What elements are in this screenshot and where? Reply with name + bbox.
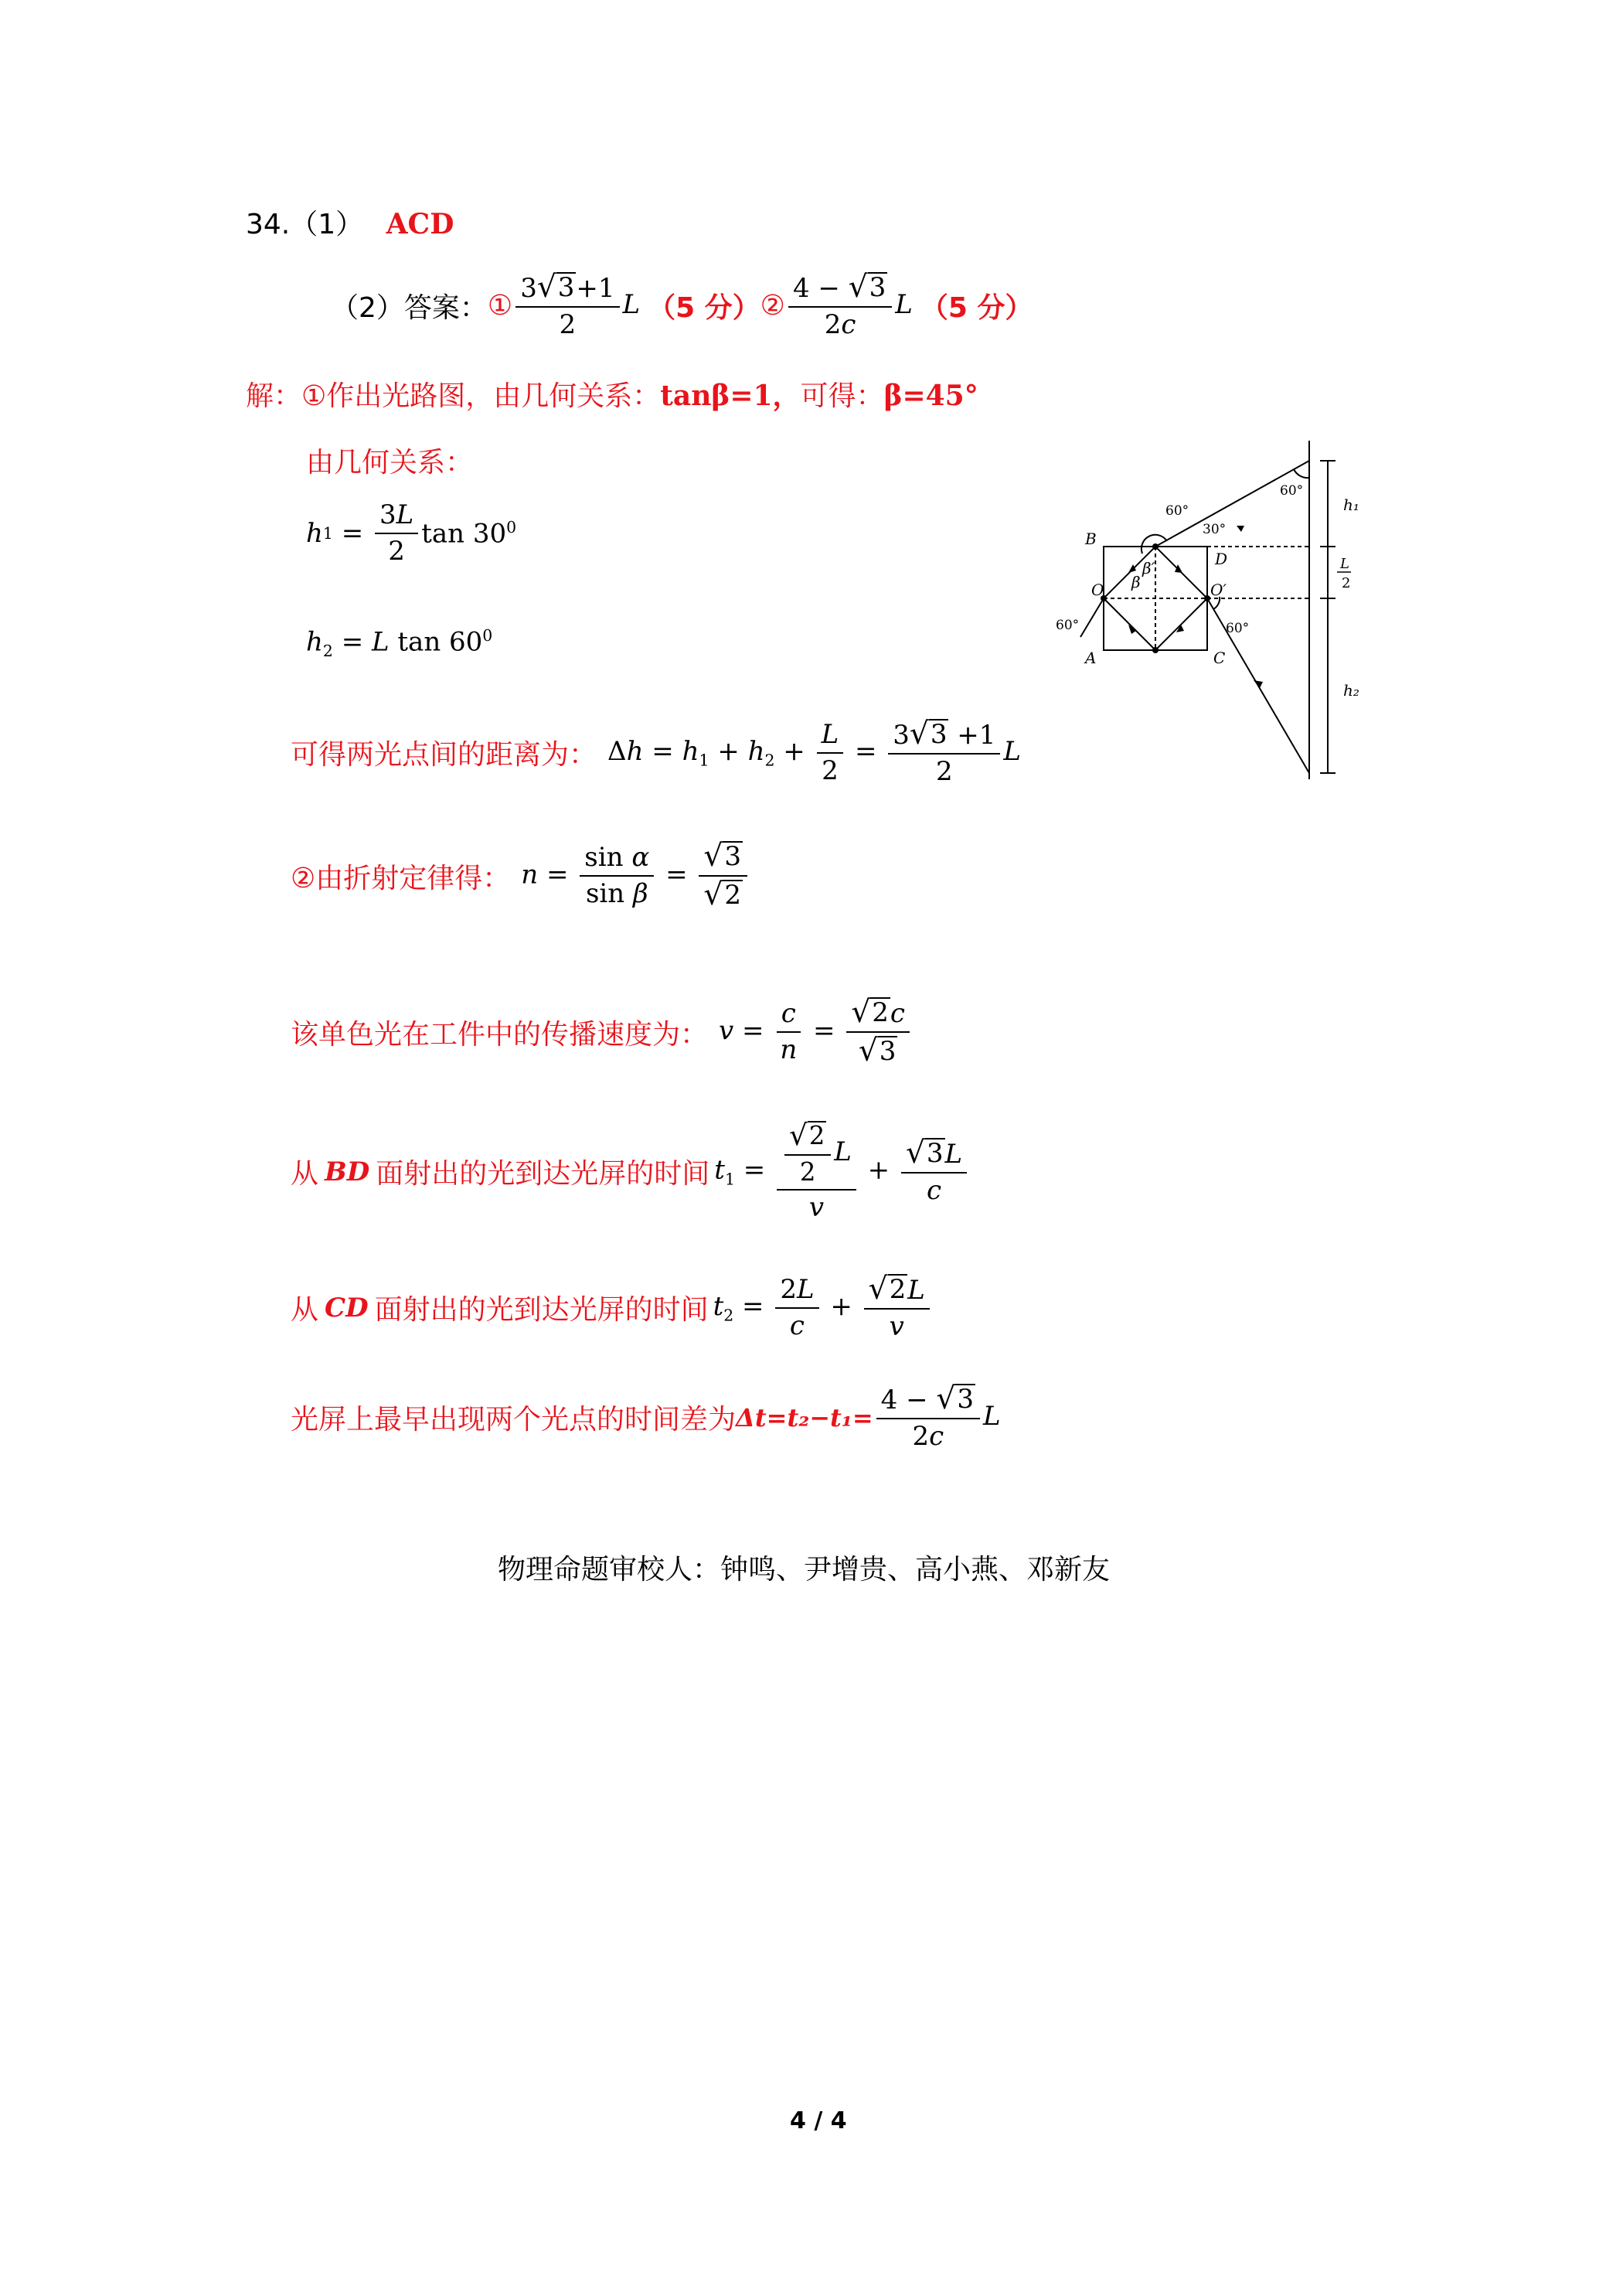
label-beta-prime: β′ xyxy=(1142,559,1155,577)
diff-row xyxy=(291,1381,1001,1453)
t2-prefix: 从 xyxy=(291,1294,319,1327)
formula-h1: h 1 = $\frac{3L}{2}$ $\tan 30^0$ xyxy=(306,499,517,567)
t2-row xyxy=(291,1274,933,1342)
label-angle-60-bottom: 60° xyxy=(1226,621,1250,636)
answer1-formula: 3 √ 3 +1 2 L xyxy=(512,272,640,340)
label-angle-30: 30° xyxy=(1203,522,1227,537)
label-beta: β xyxy=(1131,573,1141,591)
t1-face: BD xyxy=(325,1156,370,1187)
t1-prefix: 从 xyxy=(291,1158,319,1191)
label-B: B xyxy=(1085,530,1097,548)
question-34-part2-answer xyxy=(331,272,1033,340)
t1-label: 面射出的光到达光屏的时间 xyxy=(376,1158,710,1191)
label-C: C xyxy=(1213,649,1226,667)
label-A: A xyxy=(1085,649,1097,667)
label-half-L-den: 2 xyxy=(1342,575,1351,591)
answer2-score: （5 分） xyxy=(920,292,1033,325)
answer2-marker: ② xyxy=(760,290,785,322)
t2-face: CD xyxy=(325,1292,369,1323)
answer2-formula: 4 − √ 3 2c L xyxy=(785,272,913,340)
answer1-marker: ① xyxy=(487,290,513,322)
question-number: 34.（1） xyxy=(246,209,364,240)
distance-row xyxy=(291,719,1021,787)
formula-diff: 4 − √ 3 2c L xyxy=(873,1384,1001,1452)
optics-diagram xyxy=(1051,433,1376,789)
step1-result: β=45° xyxy=(883,380,978,412)
page-number: 4 / 4 xyxy=(790,2107,847,2134)
solution-label: 解： xyxy=(246,380,302,412)
label-angle-60-left: 60° xyxy=(1056,618,1080,633)
credits: 物理命题审校人：钟鸣、尹增贵、高小燕、邓新友 xyxy=(498,1554,1111,1586)
step1-result-prefix: 可得： xyxy=(800,380,884,412)
speed-row xyxy=(291,997,913,1068)
geometry-label: 由几何关系： xyxy=(306,447,474,479)
label-O: O xyxy=(1091,581,1104,599)
formula-h2: $h_2 = L$ $\tan 60^0$ xyxy=(306,626,493,661)
formula-v: v = $\frac{c}{n}$ = √ 2 c √ 3 xyxy=(719,997,913,1068)
solution-step1 xyxy=(246,374,978,414)
refraction-label: ②由折射定律得： xyxy=(291,862,511,894)
label-h2: h₂ xyxy=(1343,681,1359,700)
diff-label: 光屏上最早出现两个光点的时间差为 xyxy=(291,1404,737,1436)
diff-symbol: Δt=t₂−t₁= xyxy=(736,1402,873,1432)
incident-ray xyxy=(1080,598,1104,637)
part1-answer: ACD xyxy=(386,208,454,240)
formula-dh: $\Delta h = h_1 + h_2$ + $\frac{L}{2}$ = 3 √ 3 +1 2 L xyxy=(607,717,1021,788)
distance-label: 可得两光点间的距离为： xyxy=(291,739,597,772)
speed-label: 该单色光在工件中的传播速度为： xyxy=(291,1018,709,1051)
step1-tan: tanβ=1， xyxy=(660,380,801,412)
formula-t2: $t_2$ = $\frac{2L}{c}$ + √ 2 L v xyxy=(713,1274,933,1342)
refraction-row xyxy=(291,841,750,911)
label-O-prime: O′ xyxy=(1210,581,1227,599)
part2-prefix: （2）答案： xyxy=(331,292,488,325)
label-half-L-num: L xyxy=(1340,556,1349,572)
formula-t1: $t_1$ = √ 2 2 L v + √ 3 L c xyxy=(714,1121,970,1222)
t2-label: 面射出的光到达光屏的时间 xyxy=(374,1294,709,1327)
t1-row xyxy=(291,1121,970,1222)
formula-n: n = $\frac{\text{sin α}}{\text{sin β}}$ = √ 3 √ 2 xyxy=(521,841,750,911)
question-34-part1 xyxy=(246,203,454,242)
label-D: D xyxy=(1215,550,1228,568)
answer1-score: （5 分） xyxy=(648,292,760,325)
label-angle-60-screen: 60° xyxy=(1280,483,1304,499)
label-angle-60-top: 60° xyxy=(1165,503,1189,519)
step1-text: ①作出光路图，由几何关系： xyxy=(301,380,661,412)
label-h1: h₁ xyxy=(1343,496,1359,514)
